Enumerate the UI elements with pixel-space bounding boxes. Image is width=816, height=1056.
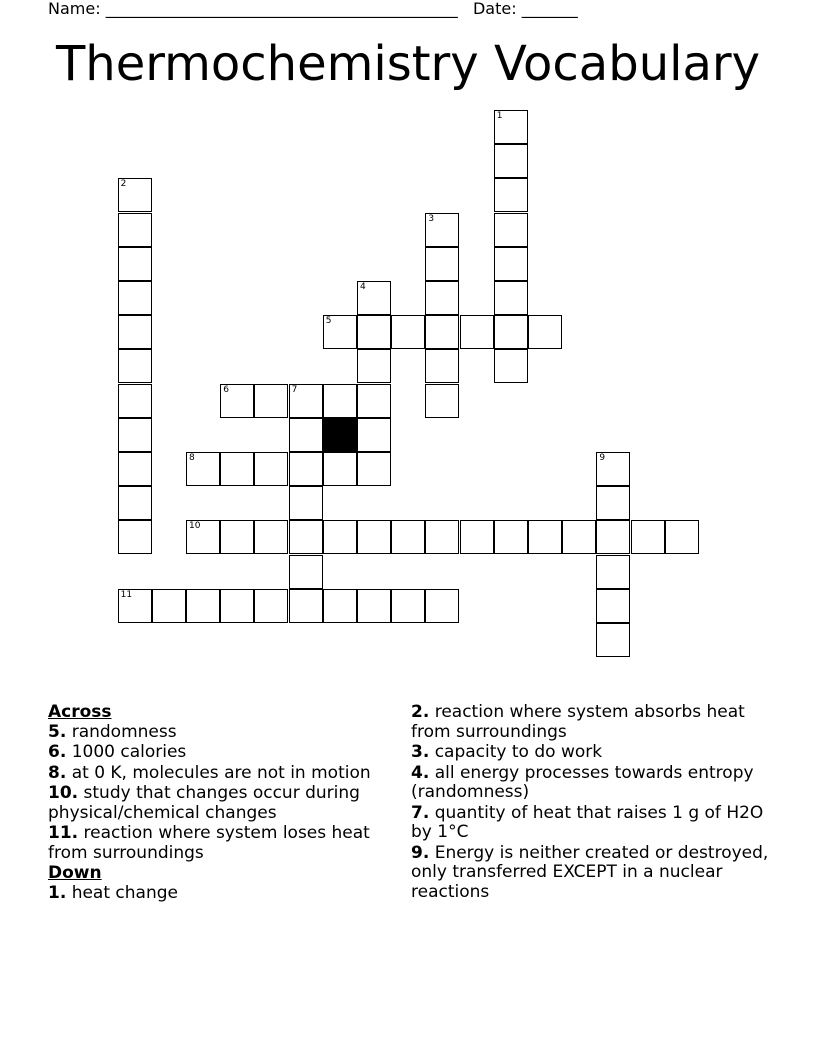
grid-cell[interactable] [494, 178, 528, 212]
clue-number: 6 [223, 384, 229, 395]
across-heading: Across [48, 702, 112, 722]
grid-cell[interactable] [289, 384, 323, 418]
grid-cell[interactable] [289, 589, 323, 623]
name-blank[interactable]: ____________________________________________ [105, 0, 458, 18]
grid-cell[interactable] [596, 486, 630, 520]
grid-cell[interactable] [528, 520, 562, 554]
clue-item-number: 5. [48, 721, 67, 742]
grid-cell[interactable] [596, 589, 630, 623]
grid-cell[interactable] [596, 555, 630, 589]
clue-item [411, 743, 776, 763]
clue-item-number: 4. [411, 762, 430, 783]
grid-cell[interactable] [118, 452, 152, 486]
grid-cell[interactable] [118, 589, 152, 623]
grid-cell[interactable] [323, 452, 357, 486]
clue-item-number: 11. [48, 823, 79, 843]
grid-cell[interactable] [357, 418, 391, 452]
grid-cell[interactable] [494, 247, 528, 281]
grid-cell[interactable] [357, 281, 391, 315]
grid-cell[interactable] [118, 520, 152, 554]
clue-number: 2 [120, 179, 127, 190]
clue-item [48, 824, 393, 863]
grid-cell[interactable] [528, 315, 562, 349]
grid-cell[interactable] [494, 349, 528, 383]
grid-cell[interactable] [323, 384, 357, 418]
grid-cell[interactable] [425, 349, 459, 383]
grid-cell[interactable] [118, 315, 152, 349]
grid-cell[interactable] [425, 213, 459, 247]
clue-number: 10 [189, 521, 201, 532]
grid-cell[interactable] [220, 452, 254, 486]
grid-cell[interactable] [118, 247, 152, 281]
clue-item-text: reaction where system loses heat from surroundings [48, 823, 370, 863]
clue-number: 4 [360, 282, 366, 292]
grid-cell[interactable] [323, 589, 357, 623]
grid-cell[interactable] [460, 520, 494, 554]
clue-item-number: 8. [48, 762, 67, 783]
clue-item [411, 804, 776, 843]
grid-cell[interactable] [289, 418, 323, 452]
page-title: Thermochemistry Vocabulary [55, 36, 760, 92]
grid-cell[interactable] [596, 623, 630, 657]
grid-cell[interactable] [118, 384, 152, 418]
grid-cell[interactable] [425, 281, 459, 315]
grid-cell[interactable] [494, 315, 528, 349]
clue-item [411, 703, 776, 742]
clue-number: 3 [428, 213, 435, 224]
clue-item-text: reaction where system absorbs heat from surroundings [411, 702, 745, 742]
grid-cell[interactable] [152, 589, 186, 623]
grid-cell[interactable] [323, 520, 357, 554]
grid-cell[interactable] [289, 452, 323, 486]
clue-item-number: 7. [411, 802, 430, 823]
grid-cell[interactable] [186, 520, 220, 554]
grid-cell[interactable] [425, 384, 459, 418]
clue-item [48, 764, 393, 784]
grid-cell[interactable] [357, 520, 391, 554]
clue-item-text: Energy is neither created or destroyed, only transferred EXCEPT in a nuclear reactions [411, 842, 769, 902]
grid-cell[interactable] [494, 520, 528, 554]
grid-cell[interactable] [596, 452, 630, 486]
clue-item [48, 784, 393, 823]
grid-cell[interactable] [289, 520, 323, 554]
grid-cell[interactable] [254, 452, 288, 486]
grid-cell[interactable] [391, 520, 425, 554]
clue-item-text: quantity of heat that raises 1 g of H2O by 1°C [411, 802, 764, 842]
clue-item-number: 2. [411, 702, 430, 722]
grid-cell[interactable] [254, 384, 288, 418]
grid-cell[interactable] [254, 520, 288, 554]
grid-cell[interactable] [357, 452, 391, 486]
across-clue-list [48, 723, 393, 864]
clues-right-column [411, 703, 776, 903]
clue-number: 8 [189, 453, 195, 463]
grid-cell[interactable] [460, 315, 494, 349]
grid-cell[interactable] [289, 555, 323, 589]
date-blank[interactable]: _______ [521, 0, 578, 18]
clue-item [48, 743, 393, 763]
grid-cell[interactable] [323, 315, 357, 349]
clue-item-text: heat change [66, 882, 178, 903]
grid-cell[interactable] [665, 520, 699, 554]
clue-item-number: 3. [411, 742, 430, 762]
grid-cell[interactable] [494, 281, 528, 315]
grid-cell[interactable] [220, 520, 254, 554]
grid-cell[interactable] [357, 384, 391, 418]
grid-cell[interactable] [631, 520, 665, 554]
down-heading: Down [48, 863, 102, 883]
clue-item [48, 884, 393, 904]
grid-cell[interactable] [118, 178, 152, 212]
clue-number: 7 [291, 384, 298, 395]
down-clue-list-left [48, 884, 393, 904]
grid-cell[interactable] [118, 281, 152, 315]
clue-number: 1 [496, 111, 503, 121]
clue-item-text: all energy processes towards entropy (randomness) [411, 762, 754, 802]
clue-item-number: 10. [48, 783, 79, 803]
clue-item [48, 723, 393, 743]
grid-cell[interactable] [118, 486, 152, 520]
black-cell [323, 418, 357, 452]
grid-cell[interactable] [289, 486, 323, 520]
grid-cell[interactable] [118, 213, 152, 247]
grid-cell[interactable] [118, 349, 152, 383]
name-label: Name: [48, 0, 101, 18]
grid-cell[interactable] [220, 384, 254, 418]
grid-cell[interactable] [357, 315, 391, 349]
clues-left-column [48, 703, 393, 904]
grid-cell[interactable] [494, 213, 528, 247]
grid-cell[interactable] [391, 315, 425, 349]
grid-cell[interactable] [357, 589, 391, 623]
clue-number: 9 [599, 453, 606, 463]
clue-item-number: 9. [411, 842, 430, 863]
down-clue-list-right [411, 703, 776, 902]
grid-cell[interactable] [425, 315, 459, 349]
clue-item-text: 1000 calories [66, 742, 187, 762]
clue-item-text: capacity to do work [429, 742, 603, 762]
clue-item-number: 1. [48, 882, 67, 903]
clue-item [411, 844, 776, 903]
grid-cell[interactable] [220, 589, 254, 623]
grid-cell[interactable] [425, 520, 459, 554]
grid-cell[interactable] [596, 520, 630, 554]
grid-cell[interactable] [186, 589, 220, 623]
grid-cell[interactable] [425, 589, 459, 623]
grid-cell[interactable] [118, 418, 152, 452]
grid-cell[interactable] [494, 110, 528, 144]
clue-number: 11 [120, 589, 133, 600]
clue-number: 5 [325, 316, 332, 327]
clue-item [411, 764, 776, 803]
grid-cell[interactable] [494, 144, 528, 178]
grid-cell[interactable] [562, 520, 596, 554]
date-label: Date: [472, 0, 517, 18]
grid-cell[interactable] [425, 247, 459, 281]
grid-cell[interactable] [254, 589, 288, 623]
grid-cell[interactable] [186, 452, 220, 486]
clue-item-text: randomness [66, 721, 177, 742]
grid-cell[interactable] [391, 589, 425, 623]
clue-item-text: at 0 K, molecules are not in motion [66, 762, 371, 783]
grid-cell[interactable] [357, 349, 391, 383]
clue-item-number: 6. [48, 742, 67, 762]
clue-item-text: study that changes occur during physical/chemical changes [48, 783, 360, 823]
